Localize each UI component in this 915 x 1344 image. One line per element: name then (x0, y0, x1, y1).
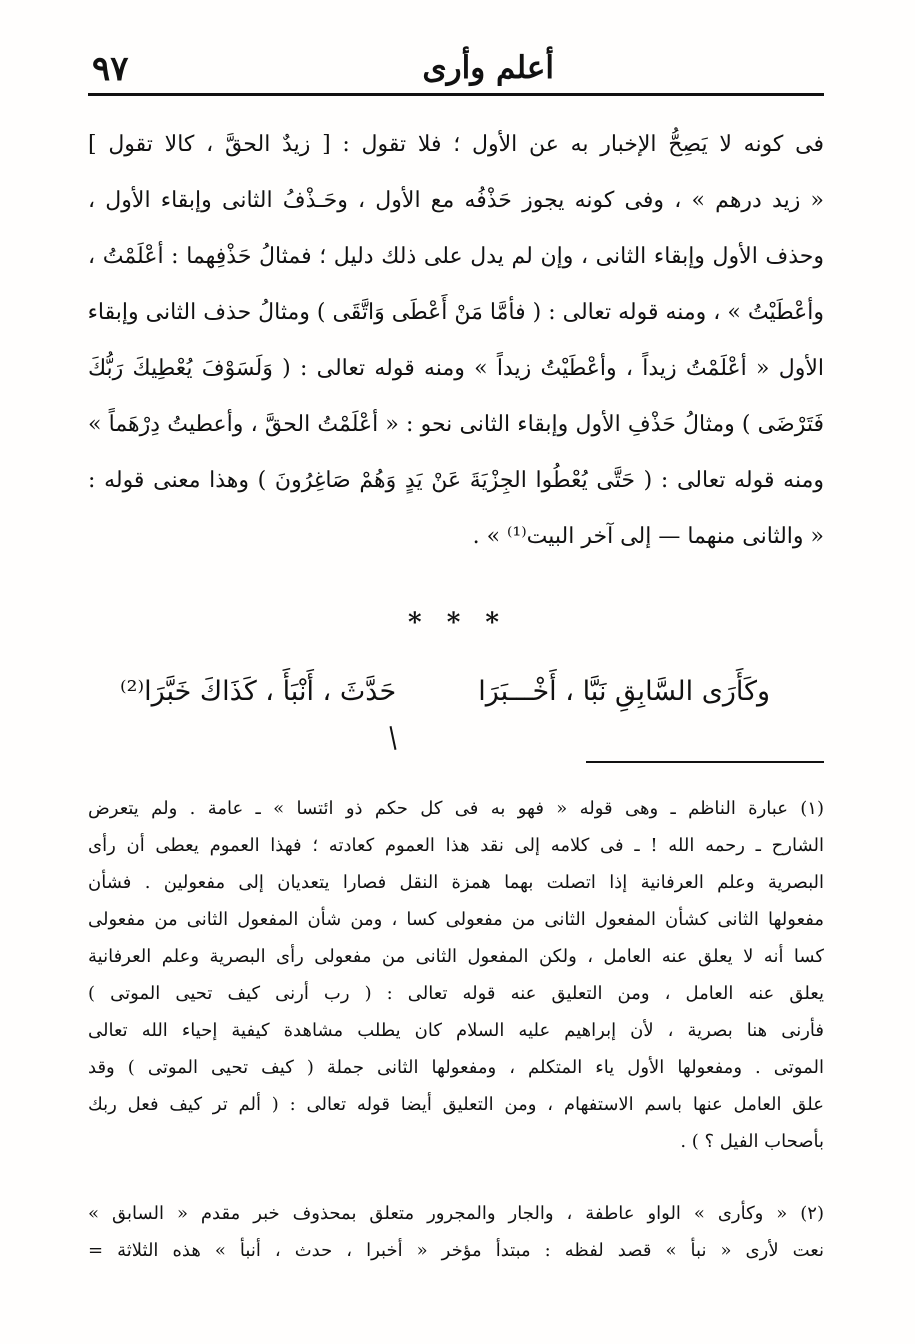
footnote-line: الشارح ـ رحمه الله ! ـ فى كلامه إلى نقد هذا العموم كعادته ؛ فهذا العموم يعطى أن رأى (88, 835, 824, 856)
main-text-line: « والثانى منهما — إلى آخر البيت⁽¹⁾ » . (472, 524, 824, 549)
main-text-line: فَتَرْضَى ) ومثالُ حَذْفِ الأول وإبقاء الثانى نحو : « أعْلَمْتُ الحقَّ ، وأعطيتُ دِرْهَماً » (88, 412, 824, 437)
main-text-line: ومنه قوله تعالى : ( حَتَّى يُعْطُوا الجِزْيَةَ عَنْ يَدٍ وَهُمْ صَاغِرُونَ ) وهذا معنى قوله : (88, 468, 824, 493)
footnote-line: فأرنى هنا بصرية ، لأن إبراهيم عليه السلام كان يطلب مشاهدة كيفية إحياء الله تعالى (88, 1020, 824, 1041)
footnote-rule (586, 761, 824, 763)
footnote-line: علق العامل عنها باسم الاستفهام ، ومن التعليق أيضا قوله تعالى : ( ألم تر كيف فعل ربك (88, 1094, 824, 1115)
main-text-line: وحذف الأول وإبقاء الثانى ، وإن لم يدل على ذلك دليل ؛ فمثالُ حَذْفِهما : أعْلَمْتُ ، (88, 244, 824, 269)
section-separator: * * * (408, 608, 507, 638)
header-rule (88, 93, 824, 96)
footnote-line: (٢) « وكأرى » الواو عاطفة ، والجار والمجرور متعلق بمحذوف خبر مقدم « السابق » (88, 1203, 824, 1224)
poetry-verse (120, 666, 770, 724)
main-text-line: فى كونه لا يَصِحُّ الإخبار به عن الأول ؛ فلا تقول : [ زيدٌ الحقَّ ، كالا تقول ] (88, 132, 824, 157)
pen-mark (390, 726, 397, 750)
footnote-line: بأصحاب الفيل ؟ ) . (680, 1131, 824, 1152)
running-header (88, 42, 824, 100)
main-text-line: الأول « أعْلَمْتُ زيداً ، وأعْطَيْتُ زيداً » ومنه قوله تعالى : ( وَلَسَوْفَ يُعْطِيكَ رَبُّكَ (88, 356, 824, 381)
footnote-line: كسا أنه لا يعلق عنه العامل ، ولكن المفعول الثانى من مفعولى رأى البصرية وعلم العرفانية (88, 946, 824, 967)
footnote-line: الموتى . ومفعولها الأول ياء المتكلم ، ومفعولها الثانى جملة ( كيف تحيى الموتى ) وقد (88, 1057, 824, 1078)
footnotes (88, 792, 824, 1271)
footnote-line: (١) عبارة الناظم ـ وهى قوله « فهو به فى كل حكم ذو ائتسا » ـ عامة . ولم يتعرض (88, 798, 824, 819)
page-number: ٩٧ (92, 49, 129, 89)
footnote-line: مفعولها الثانى كشأن المفعول الثانى من مفعولى كسا ، ومن شأن المفعول الثانى من مفعولى (88, 909, 824, 930)
verse-second-hemistich: حَدَّثَ ، أَنْبَأَ ، كَذَاكَ خَبَّرَا⁽²⁾ (120, 676, 397, 707)
main-text (88, 126, 824, 574)
footnote-line: نعت لأرى « نبأ » قصد لفظه : مبتدأ مؤخر « أخبرا ، حدث ، أنبأ » هذه الثلاثة = (88, 1240, 824, 1261)
main-text-line: « زيد درهم » ، وفى كونه يجوز حَذْفُه مع الأول ، وحَـذْفُ الثانى وإبقاء الأول ، (88, 188, 824, 213)
running-title: أعلم وأرى (422, 50, 554, 86)
footnote-line: البصرية وعلم العرفانية إذا اتصلت بهما همزة النقل فصارا يتعديان إلى مفعولين . فشأن (88, 872, 824, 893)
footnote-gap (88, 1162, 824, 1197)
verse-first-hemistich: وكَأَرَى السَّابِقِ نَبَّا ، أَخْـــبَرَا (478, 676, 770, 707)
footnote-line: يعلق عنه العامل ، ومن التعليق عنه قوله تعالى : ( رب أرنى كيف تحيى الموتى ) (88, 983, 824, 1004)
main-text-line: وأعْطَيْتُ » ، ومنه قوله تعالى : ( فأمَّا مَنْ أَعْطَى وَاتَّقَى ) ومثالُ حذف الثانى وإبقاء (88, 300, 824, 325)
